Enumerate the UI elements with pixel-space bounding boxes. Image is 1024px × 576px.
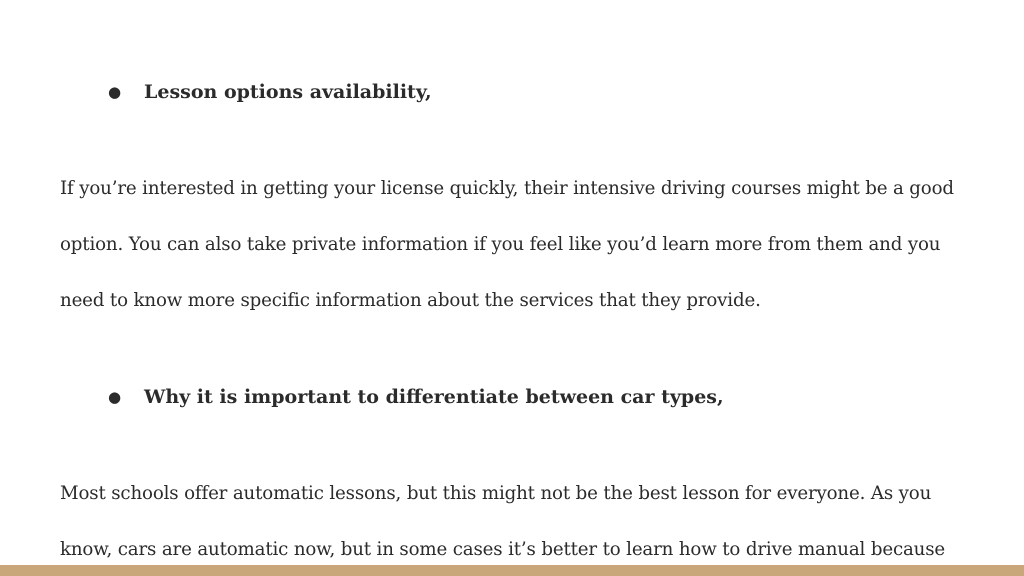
bullet-marker: ● [108,388,122,406]
paragraph-line: Most schools offer automatic lessons, but this might not be the best lesson for everyone. As you [60,483,932,504]
paragraph-line: If you’re interested in getting your license quickly, their intensive driving courses might be a good [60,178,954,199]
bullet-item-car-types [108,386,724,408]
bullet-marker: ● [108,83,122,101]
footer-accent-bar [0,565,1024,576]
bullet-heading: Lesson options availability, [144,81,432,103]
bullet-heading: Why it is important to differentiate between car types, [144,386,724,408]
bullet-item-lesson-options [108,81,432,103]
paragraph-line: option. You can also take private information if you feel like you’d learn more from them and you [60,234,941,255]
paragraph-line: need to know more specific information about the services that they provide. [60,290,761,311]
paragraph-line: know, cars are automatic now, but in some cases it’s better to learn how to drive manual because [60,539,946,560]
